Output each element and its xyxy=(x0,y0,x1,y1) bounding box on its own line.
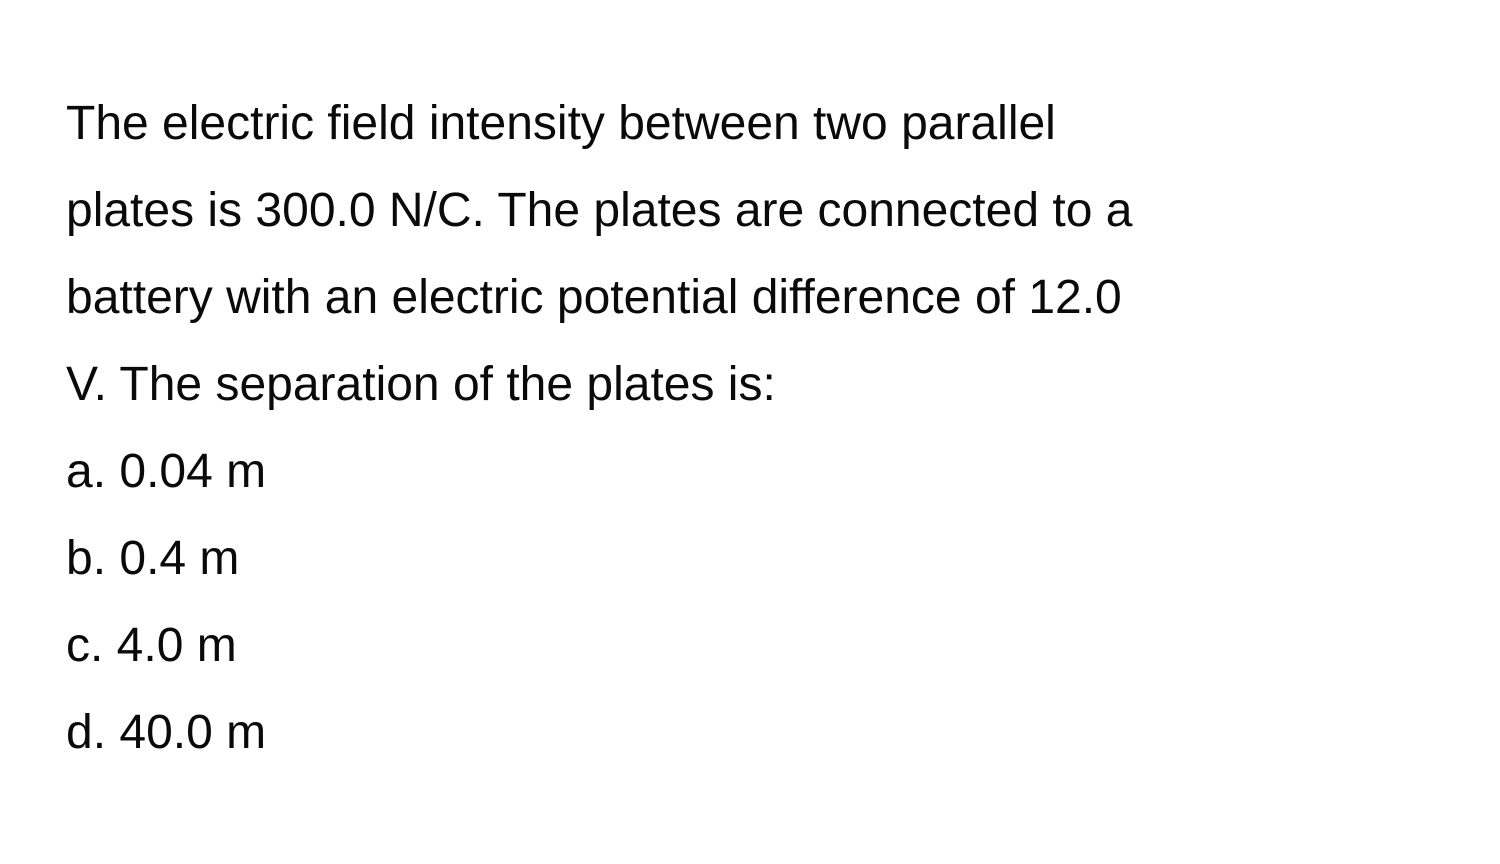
question-document xyxy=(66,80,1446,776)
option-c: c. 4.0 m xyxy=(66,619,237,672)
option-a: a. 0.04 m xyxy=(66,445,267,498)
question-line: plates is 300.0 N/C. The plates are connected to a xyxy=(66,184,1133,237)
option-b: b. 0.4 m xyxy=(66,532,240,585)
question-text xyxy=(66,80,1446,428)
question-line: The electric field intensity between two parallel xyxy=(66,97,1056,150)
option-d: d. 40.0 m xyxy=(66,706,267,759)
question-line: V. The separation of the plates is: xyxy=(66,358,776,411)
question-line: battery with an electric potential difference of 12.0 xyxy=(66,271,1122,324)
answer-options xyxy=(66,428,1446,776)
